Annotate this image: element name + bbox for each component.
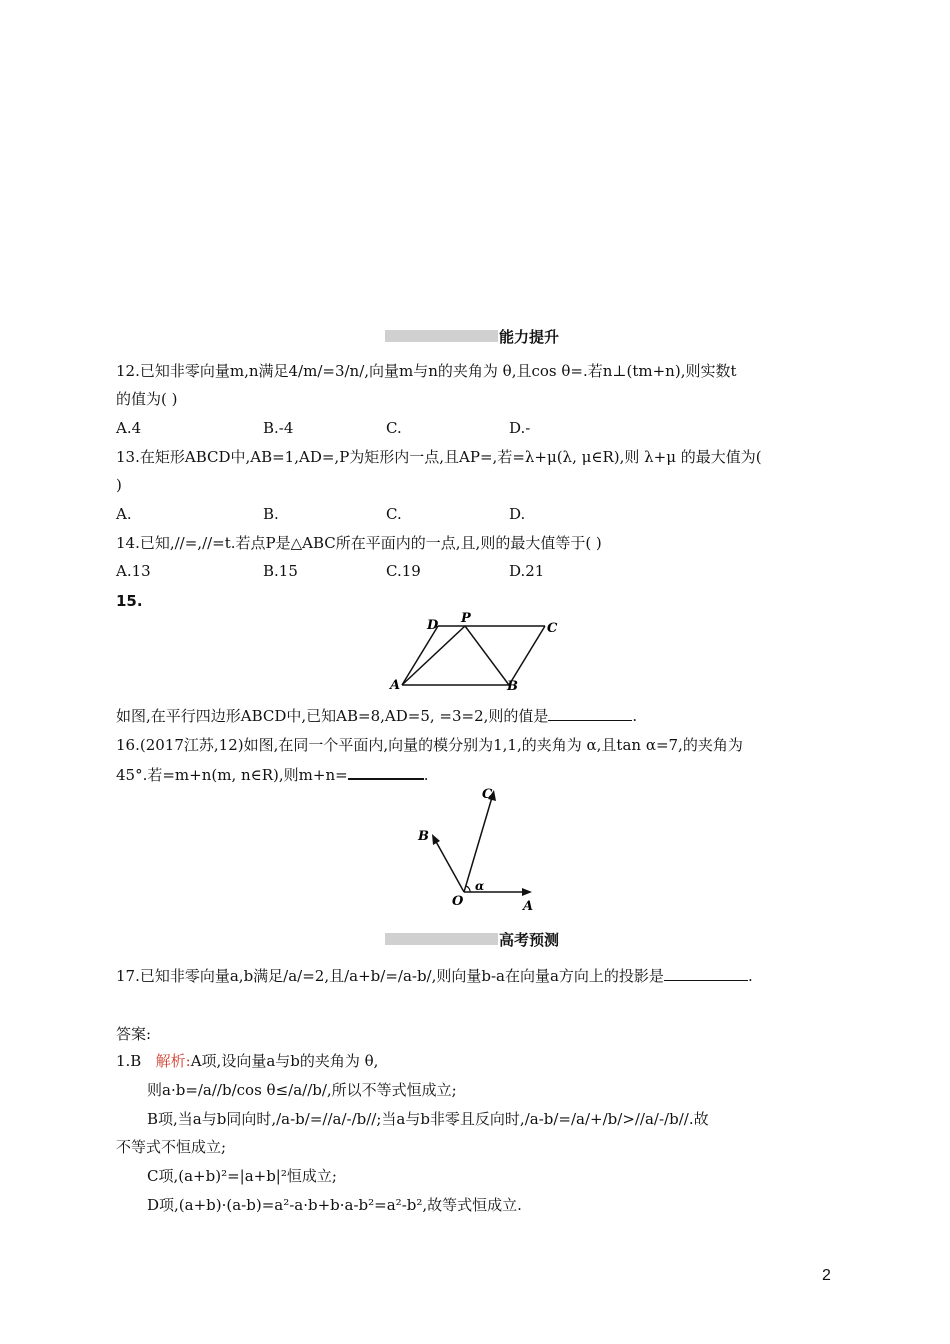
label-o: O — [452, 894, 464, 909]
q17-question: 17.已知非零向量a,b满足/a/=2,且/a+b/=/a-b/,则向量b-a在向量a方向上的投影是 — [116, 967, 664, 985]
q15-text — [116, 706, 637, 726]
q13-option-c: C. — [386, 505, 402, 523]
q14-option-a: A.13 — [116, 562, 151, 580]
q12-option-a: A.4 — [116, 419, 142, 437]
answer-blank — [548, 706, 632, 721]
label-a: A — [390, 678, 401, 693]
q13-option-a: A. — [116, 505, 132, 523]
label-b: B — [418, 829, 429, 844]
q14-option-c: C.19 — [386, 562, 421, 580]
label-a: A — [523, 899, 534, 912]
q14-line1: 14.已知,//=,//=t.若点P是△ABC所在平面内的一点,且,则的最大值等于( ) — [116, 534, 602, 552]
answer-1-line4: 不等式不恒成立; — [116, 1138, 227, 1156]
label-p: P — [461, 611, 471, 626]
section-title-forecast: 高考预测 — [499, 931, 560, 949]
q16-period: . — [423, 766, 429, 784]
answer-1-line2: 则a·b=/a//b/cos θ≤/a//b/,所以不等式恒成立; — [147, 1081, 457, 1099]
q16-line2 — [116, 764, 428, 785]
q12-line2: 的值为( ) — [116, 390, 178, 408]
q13-line2: ) — [116, 476, 122, 494]
q17-period: . — [747, 967, 753, 985]
answer-1-line5: C项,(a+b)²=|a+b|²恒成立; — [147, 1167, 337, 1185]
q13-option-b: B. — [263, 505, 279, 523]
answer-1-line1 — [116, 1051, 378, 1071]
label-alpha: α — [475, 879, 485, 893]
answer-blank — [348, 764, 424, 780]
q15-question: 如图,在平行四边形ABCD中,已知AB=8,AD=5, =3=2,则的值是 — [116, 707, 549, 725]
q12-option-c: C. — [386, 419, 402, 437]
q15-period: . — [632, 707, 638, 725]
answer-1-text: A项,设向量a与b的夹角为 θ, — [190, 1052, 379, 1070]
section-bar — [385, 933, 498, 945]
vector-angle-figure — [410, 780, 550, 912]
q13-option-d: D. — [509, 505, 526, 523]
q14-option-b: B.15 — [263, 562, 298, 580]
answer-blank — [664, 966, 748, 981]
label-c: C — [482, 787, 493, 802]
analysis-label: 解析: — [155, 1052, 191, 1070]
answer-1-line3: B项,当a与b同向时,/a-b/=//a/-/b//;当a与b非零且反向时,/a-b/=/a/+/b/>//a/-/b//.故 — [147, 1110, 709, 1128]
q17-line — [116, 966, 753, 986]
answer-1-line6: D项,(a+b)·(a-b)=a²-a·b+b·a-b²=a²-b²,故等式恒成立. — [147, 1196, 522, 1214]
q13-line1: 13.在矩形ABCD中,AB=1,AD=,P为矩形内一点,且AP=,若=λ+μ(λ, μ∈R),则 λ+μ 的最大值为( — [116, 448, 762, 466]
q14-option-d: D.21 — [509, 562, 545, 580]
q12-option-b: B.-4 — [263, 419, 294, 437]
answer-1-number: 1.B — [116, 1052, 142, 1070]
label-b: B — [507, 679, 518, 694]
page-number: 2 — [822, 1267, 831, 1284]
q15-number: 15. — [116, 592, 143, 610]
section-bar — [385, 330, 498, 342]
q16-line2-text: 45°.若=m+n(m, n∈R),则m+n= — [116, 766, 348, 784]
parallelogram-figure — [385, 610, 565, 696]
label-c: C — [547, 621, 558, 636]
section-title-ability: 能力提升 — [499, 328, 560, 346]
q12-line1: 12.已知非零向量m,n满足4/m/=3/n/,向量m与n的夹角为 θ,且cos θ=.若n⊥(tm+n),则实数t — [116, 362, 737, 380]
answers-heading: 答案: — [116, 1025, 152, 1043]
q16-line1: 16.(2017江苏,12)如图,在同一个平面内,向量的模分别为1,1,的夹角为 α,且tan α=7,的夹角为 — [116, 736, 743, 754]
q12-option-d: D.- — [509, 419, 531, 437]
label-d: D — [427, 618, 439, 633]
